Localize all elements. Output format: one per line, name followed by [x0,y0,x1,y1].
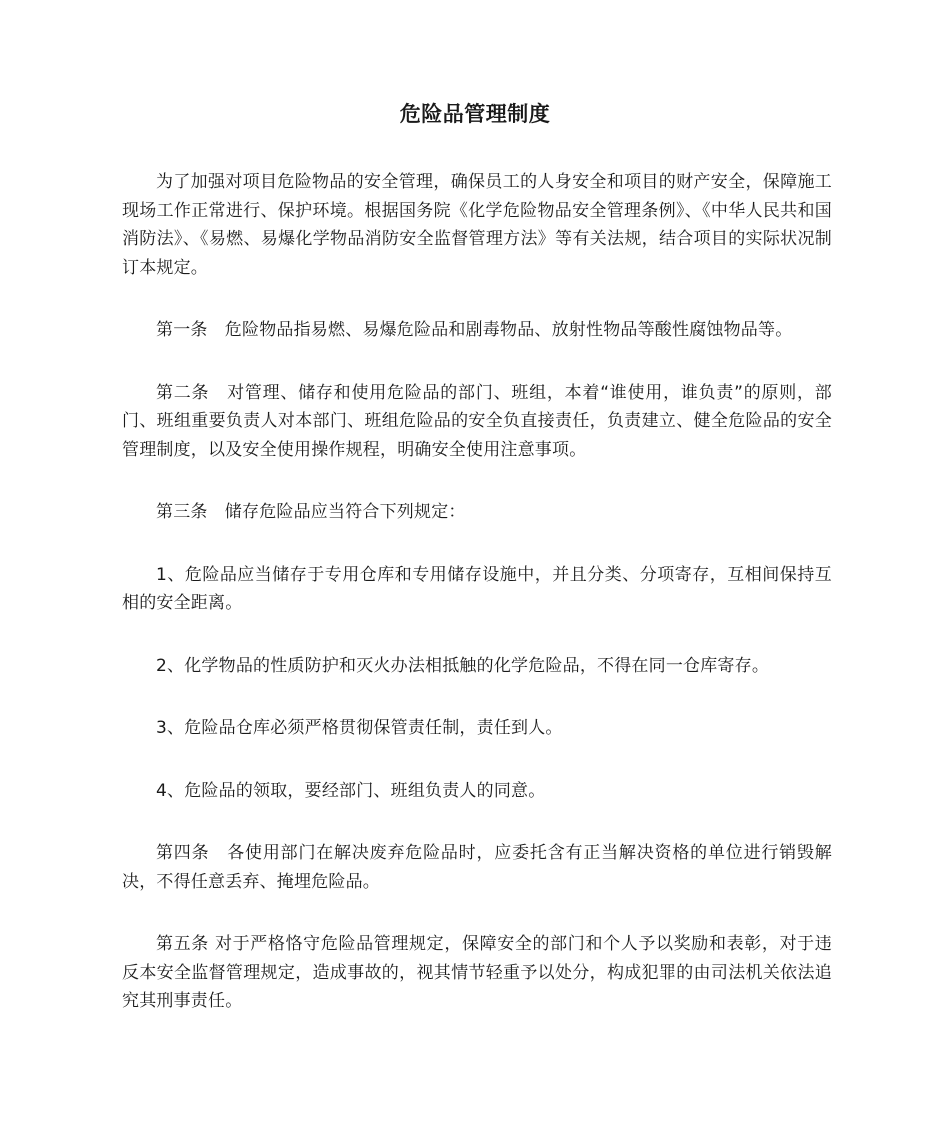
article-3-paragraph: 第三条 储存危险品应当符合下列规定： [156,502,466,522]
intro-paragraph: 为了加强对项目危险物品的安全管理，确保员工的人身安全和项目的财产安全，保障施工现场工作正常进行、保护环境。根据国务院《化学危险物品安全管理条例》、《中华人民共和国消防法》、《易燃、易爆化学物品消防安全监督管理方法》等有关法规，结合项目的实际状况制订本规定。 [122,172,832,278]
document-body [122,168,832,1050]
article-4-paragraph: 第四条 各使用部门在解决废弃危险品时，应委托含有正当解决资格的单位进行销毁解决，不得任意丢弃、掩埋危险品。 [122,843,832,892]
article-2-paragraph: 第二条 对管理、储存和使用危险品的部门、班组，本着“谁使用，谁负责”的原则，部门、班组重要负责人对本部门、班组危险品的安全负直接责任，负责建立、健全危险品的安全管理制度，以及安全使用操作规程，明确安全使用注意事项。 [122,382,832,460]
article-3-item-4: 4、危险品的领取，要经部门、班组负责人的同意。 [156,780,546,801]
article-3-item-2: 2、化学物品的性质防护和灭火办法相抵触的化学危险品，不得在同一仓库寄存。 [156,655,770,676]
document-title: 危险品管理制度 [399,102,551,126]
article-1-paragraph: 第一条 危险物品指易燃、易爆危险品和剧毒物品、放射性物品等酸性腐蚀物品等。 [156,320,793,340]
article-3-item-1: 1、危险品应当储存于专用仓库和专用储存设施中，并且分类、分项寄存，互相间保持互相的安全距离。 [122,564,832,613]
article-3-item-3: 3、危险品仓库必须严格贯彻保管责任制，责任到人。 [156,718,563,738]
article-5-paragraph: 第五条 对于严格恪守危险品管理规定，保障安全的部门和个人予以奖励和表彰，对于违反本安全监督管理规定，造成事故的，视其情节轻重予以处分，构成犯罪的由司法机关依法追究其刑事责任。 [122,934,832,1011]
